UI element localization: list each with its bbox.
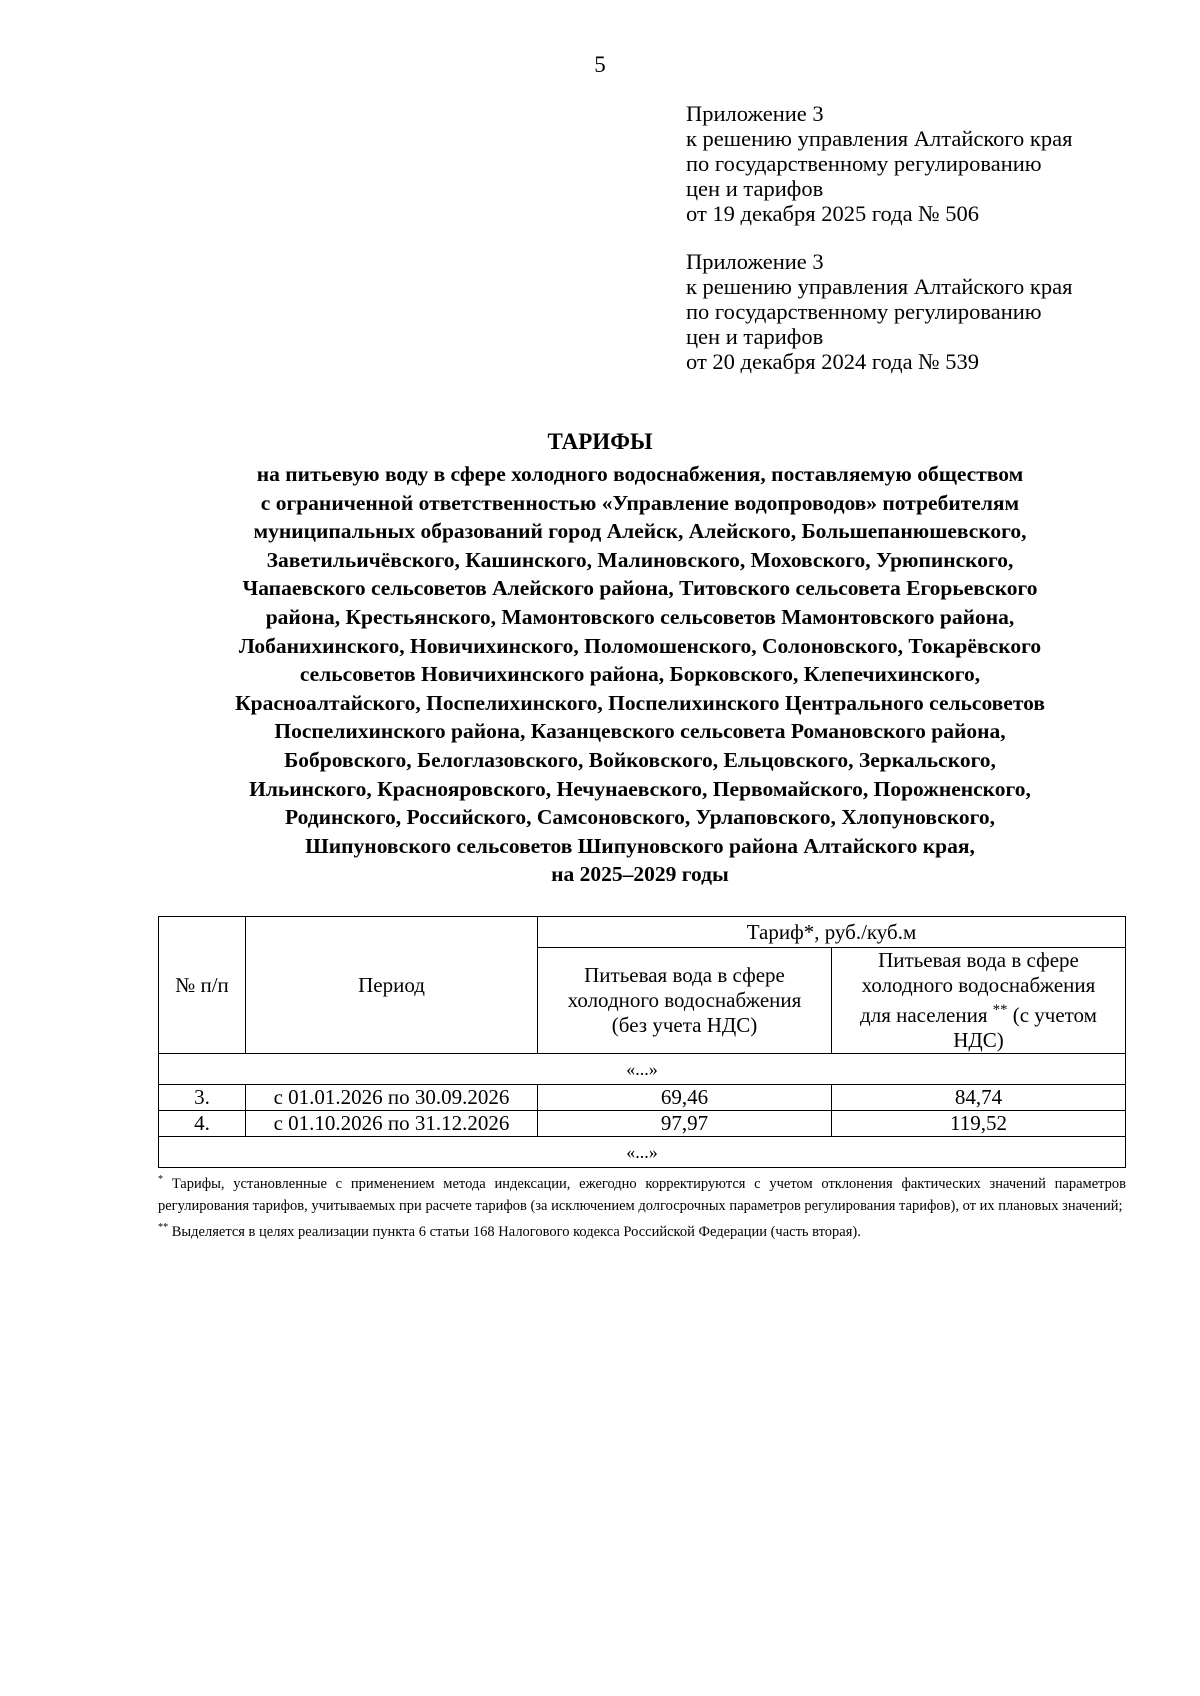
subtitle-line: на питьевую воду в сфере холодного водоснабжения, поставляемую обществом <box>256 462 1024 486</box>
subtitle-line: Лобанихинского, Новичихинского, Поломошенского, Солоновского, Токарёвского <box>238 633 1042 658</box>
appendix-previous-block <box>686 249 1156 374</box>
document-title: ТАРИФЫ <box>547 429 653 454</box>
header-line: Питьевая вода в сфере <box>584 963 785 987</box>
subtitle-line: Поспелихинского района, Казанцевского сельсовета Романовского района, <box>274 719 1006 744</box>
header-tariff: Тариф*, руб./куб.м <box>538 917 1126 948</box>
header-line: Питьевая вода в сфере <box>878 948 1079 972</box>
header-number: № п/п <box>159 917 246 1054</box>
document-subtitle <box>160 460 1120 889</box>
omission-marker: «...» <box>159 1054 1126 1085</box>
appendix-line: Приложение 3 <box>686 101 824 126</box>
subtitle-line: Ильинского, Краснояровского, Нечунаевского, Первомайского, Порожненского, <box>249 776 1031 801</box>
appendix-current-block <box>686 101 1156 226</box>
row-tariff-with-vat: 84,74 <box>832 1085 1126 1111</box>
appendix-line: к решению управления Алтайского края <box>686 126 1073 151</box>
row-number: 3. <box>159 1085 246 1111</box>
subtitle-line: района, Крестьянского, Мамонтовского сельсоветов Мамонтовского района, <box>265 604 1015 629</box>
appendix-date-line: от 19 декабря 2025 года № 506 <box>686 201 980 226</box>
row-tariff-no-vat: 97,97 <box>538 1111 832 1137</box>
header-line-text: (с учетом <box>1012 1003 1097 1027</box>
appendix-line: по государственному регулированию <box>686 151 1042 176</box>
table-row <box>159 1085 1126 1111</box>
appendix-line: к решению управления Алтайского края <box>686 274 1073 299</box>
footnote-marker: ** <box>992 1002 1008 1018</box>
subtitle-line: Бобровского, Белоглазовского, Войковского, Ельцовского, Зеркальского, <box>284 747 996 772</box>
header-line-text: для населения <box>860 1003 988 1027</box>
header-line: холодного водоснабжения <box>861 973 1096 997</box>
footnote-1 <box>158 1169 1126 1217</box>
header-line <box>836 998 1121 1028</box>
table-row <box>159 1111 1126 1137</box>
header-period: Период <box>246 917 538 1054</box>
subtitle-line: муниципальных образований город Алейск, Алейского, Большепанюшевского, <box>253 519 1027 544</box>
row-tariff-no-vat: 69,46 <box>538 1085 832 1111</box>
appendix-date-line: от 20 декабря 2024 года № 539 <box>686 349 980 374</box>
footnote-marker: * <box>158 1174 164 1185</box>
footnote-text: Выделяется в целях реализации пункта 6 статьи 168 Налогового кодекса Российской Федерации (часть вторая). <box>171 1223 861 1240</box>
subtitle-line: Родинского, Российского, Самсоновского, Урлаповского, Хлопуновского, <box>285 805 995 830</box>
footnote-2 <box>158 1217 1126 1243</box>
page-number: 5 <box>594 52 606 77</box>
subtitle-line: Заветильичёвского, Кашинского, Малиновского, Моховского, Урюпинского, <box>266 547 1014 572</box>
subtitle-line: Шипуновского сельсоветов Шипуновского района Алтайского края, <box>305 833 975 858</box>
appendix-line: по государственному регулированию <box>686 299 1042 324</box>
subtitle-line: на 2025–2029 годы <box>551 862 729 887</box>
subtitle-line: Красноалтайского, Поспелихинского, Поспелихинского Центрального сельсоветов <box>235 690 1045 715</box>
appendix-line: Приложение 3 <box>686 249 824 274</box>
header-tariff-no-vat <box>538 948 832 1054</box>
subtitle-line: сельсоветов Новичихинского района, Борковского, Клепечихинского, <box>299 662 981 687</box>
row-tariff-with-vat: 119,52 <box>832 1111 1126 1137</box>
appendix-line: цен и тарифов <box>686 176 824 201</box>
header-line: НДС) <box>953 1028 1004 1052</box>
footnotes <box>158 1169 1126 1243</box>
header-line: холодного водоснабжения <box>567 988 802 1012</box>
row-period: с 01.10.2026 по 31.12.2026 <box>246 1111 538 1137</box>
subtitle-line: с ограниченной ответственностью «Управление водопроводов» потребителям <box>260 490 1020 515</box>
row-number: 4. <box>159 1111 246 1137</box>
footnote-text: Тарифы, установленные с применением метода индексации, ежегодно корректируются с учетом отклонения фактических значений параметров регулирования тарифов, учитываемых при расчете тарифов (за исключением долгосрочных параметров регулирования тарифов), от их плановых значений; <box>158 1175 1126 1214</box>
header-tariff-with-vat <box>832 948 1126 1054</box>
footnote-marker: ** <box>158 1221 169 1233</box>
table-omission-row <box>159 1054 1126 1085</box>
table-omission-row <box>159 1137 1126 1168</box>
appendix-line: цен и тарифов <box>686 324 824 349</box>
table-header-row <box>159 917 1126 948</box>
tariff-table <box>158 916 1126 1168</box>
subtitle-line: Чапаевского сельсоветов Алейского района, Титовского сельсовета Егорьевского <box>242 576 1038 601</box>
omission-marker: «...» <box>159 1137 1126 1168</box>
row-period: с 01.01.2026 по 30.09.2026 <box>246 1085 538 1111</box>
header-line: (без учета НДС) <box>611 1013 758 1037</box>
